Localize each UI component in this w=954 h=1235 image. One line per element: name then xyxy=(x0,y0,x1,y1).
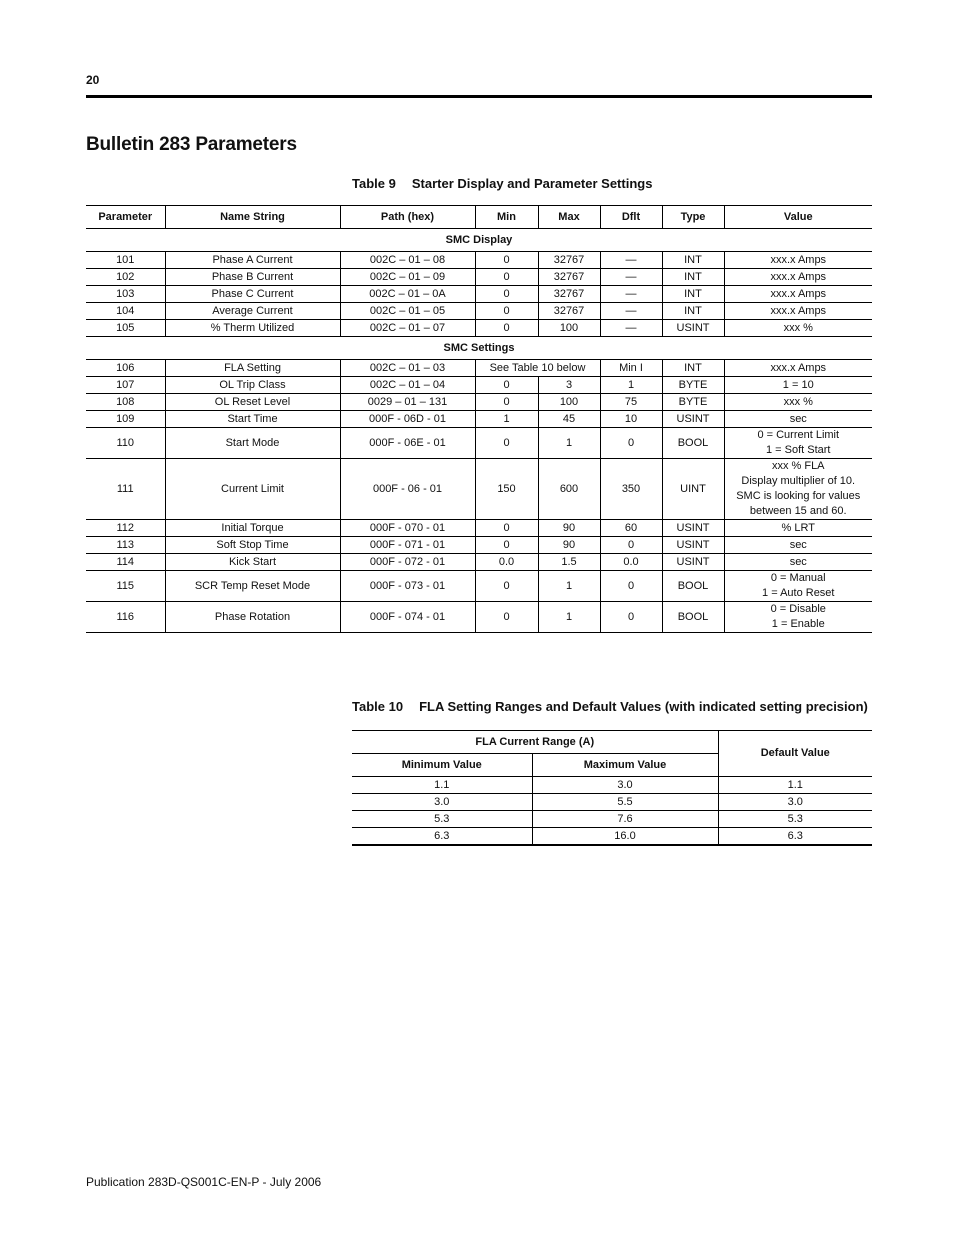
cell-parameter: 110 xyxy=(86,428,165,459)
table-row xyxy=(86,459,872,520)
table9-caption-text: Starter Display and Parameter Settings xyxy=(411,176,653,191)
cell-path: 0029 – 01 – 131 xyxy=(340,394,475,411)
cell-path: 002C – 01 – 07 xyxy=(340,320,475,337)
cell-value xyxy=(724,360,872,377)
cell-max: 90 xyxy=(538,537,600,554)
table-row xyxy=(352,811,872,828)
value-line: between 15 and 60. xyxy=(749,505,847,517)
header-parameter: Parameter xyxy=(86,206,165,229)
table-row xyxy=(86,377,872,394)
cell-name-string: Average Current xyxy=(165,303,340,320)
cell-name-string: Initial Torque xyxy=(165,520,340,537)
cell-parameter: 101 xyxy=(86,252,165,269)
table-row xyxy=(86,360,872,377)
cell-parameter: 105 xyxy=(86,320,165,337)
cell-dflt: 0 xyxy=(600,428,662,459)
cell-type: BOOL xyxy=(662,602,724,633)
cell-max: 1 xyxy=(538,428,600,459)
value-line: xxx.x Amps xyxy=(770,361,827,374)
cell-max: 1 xyxy=(538,571,600,602)
table-row xyxy=(86,602,872,633)
cell-min: 0 xyxy=(475,537,538,554)
header-type: Type xyxy=(662,206,724,229)
cell-type: INT xyxy=(662,269,724,286)
cell-type: INT xyxy=(662,286,724,303)
cell-parameter: 107 xyxy=(86,377,165,394)
cell-max: 32767 xyxy=(538,286,600,303)
cell-minimum-value: 3.0 xyxy=(352,794,532,811)
value-line: xxx.x Amps xyxy=(770,304,827,317)
cell-path: 000F - 06E - 01 xyxy=(340,428,475,459)
cell-dflt: 75 xyxy=(600,394,662,411)
cell-dflt: 60 xyxy=(600,520,662,537)
cell-type: USINT xyxy=(662,320,724,337)
table10-caption xyxy=(352,699,868,714)
table10-caption-text: FLA Setting Ranges and Default Values (with indicated setting precision) xyxy=(419,699,868,714)
cell-name-string: SCR Temp Reset Mode xyxy=(165,571,340,602)
cell-parameter: 109 xyxy=(86,411,165,428)
cell-default-value: 1.1 xyxy=(718,777,872,794)
section-row xyxy=(86,229,872,252)
cell-dflt: — xyxy=(600,320,662,337)
cell-min: 0 xyxy=(475,303,538,320)
cell-value xyxy=(724,571,872,602)
table9-header-row xyxy=(86,206,872,229)
cell-path: 002C – 01 – 04 xyxy=(340,377,475,394)
cell-value xyxy=(724,554,872,571)
cell-min: 0 xyxy=(475,428,538,459)
cell-max: 32767 xyxy=(538,303,600,320)
value-line: Display multiplier of 10. xyxy=(741,475,856,487)
cell-dflt: 0 xyxy=(600,602,662,633)
cell-type: USINT xyxy=(662,554,724,571)
table-row xyxy=(86,554,872,571)
cell-path: 000F - 070 - 01 xyxy=(340,520,475,537)
cell-min: 0 xyxy=(475,571,538,602)
cell-dflt: — xyxy=(600,286,662,303)
cell-name-string: Current Limit xyxy=(165,459,340,520)
header-path: Path (hex) xyxy=(340,206,475,229)
value-line: 1 = Soft Start xyxy=(765,444,831,456)
value-line: 1 = Enable xyxy=(771,618,825,630)
table-row xyxy=(86,537,872,554)
value-line: 0 = Manual xyxy=(770,572,826,584)
cell-type: USINT xyxy=(662,411,724,428)
cell-min: 0 xyxy=(475,320,538,337)
cell-dflt: 350 xyxy=(600,459,662,520)
value-line: sec xyxy=(789,412,807,425)
cell-name-string: Phase Rotation xyxy=(165,602,340,633)
fla-ranges-table xyxy=(352,730,872,846)
cell-value xyxy=(724,520,872,537)
table-row xyxy=(86,269,872,286)
cell-min: 0 xyxy=(475,252,538,269)
value-line: xxx % FLA xyxy=(771,460,825,472)
cell-name-string: % Therm Utilized xyxy=(165,320,340,337)
cell-value xyxy=(724,428,872,459)
cell-maximum-value: 7.6 xyxy=(532,811,718,828)
cell-path: 000F - 073 - 01 xyxy=(340,571,475,602)
table9-caption xyxy=(352,176,652,191)
cell-name-string: Soft Stop Time xyxy=(165,537,340,554)
cell-type: INT xyxy=(662,360,724,377)
cell-value xyxy=(724,303,872,320)
cell-type: BYTE xyxy=(662,377,724,394)
cell-dflt: 1 xyxy=(600,377,662,394)
cell-path: 000F - 06 - 01 xyxy=(340,459,475,520)
cell-value xyxy=(724,394,872,411)
cell-dflt: Min I xyxy=(600,360,662,377)
section-row xyxy=(86,337,872,360)
table-row xyxy=(352,828,872,846)
table10-caption-number: Table 10 xyxy=(352,699,404,714)
cell-parameter: 114 xyxy=(86,554,165,571)
cell-value xyxy=(724,537,872,554)
cell-parameter: 103 xyxy=(86,286,165,303)
cell-dflt: 10 xyxy=(600,411,662,428)
cell-min-max: See Table 10 below xyxy=(475,360,600,377)
cell-default-value: 5.3 xyxy=(718,811,872,828)
table-row xyxy=(86,520,872,537)
cell-type: BYTE xyxy=(662,394,724,411)
cell-parameter: 112 xyxy=(86,520,165,537)
cell-parameter: 106 xyxy=(86,360,165,377)
value-line: xxx.x Amps xyxy=(770,270,827,283)
cell-parameter: 116 xyxy=(86,602,165,633)
cell-min: 0 xyxy=(475,269,538,286)
cell-value xyxy=(724,252,872,269)
header-value: Value xyxy=(724,206,872,229)
cell-max: 90 xyxy=(538,520,600,537)
cell-path: 000F - 06D - 01 xyxy=(340,411,475,428)
cell-type: BOOL xyxy=(662,428,724,459)
cell-parameter: 104 xyxy=(86,303,165,320)
cell-type: INT xyxy=(662,252,724,269)
cell-minimum-value: 6.3 xyxy=(352,828,532,846)
cell-default-value: 3.0 xyxy=(718,794,872,811)
value-line: 0 = Disable xyxy=(770,603,826,615)
cell-max: 100 xyxy=(538,320,600,337)
table9-caption-number: Table 9 xyxy=(352,176,396,191)
value-line: xxx.x Amps xyxy=(770,253,827,266)
value-line: xxx % xyxy=(783,395,813,408)
cell-parameter: 111 xyxy=(86,459,165,520)
table-row xyxy=(86,411,872,428)
table-row xyxy=(86,394,872,411)
table-row xyxy=(86,286,872,303)
publication-footer: Publication 283D-QS001C-EN-P - July 2006 xyxy=(86,1175,322,1189)
parameter-settings-table xyxy=(86,205,872,633)
table9-body xyxy=(86,229,872,633)
cell-min: 0 xyxy=(475,377,538,394)
cell-max: 1.5 xyxy=(538,554,600,571)
cell-type: UINT xyxy=(662,459,724,520)
cell-name-string: Phase A Current xyxy=(165,252,340,269)
cell-max: 32767 xyxy=(538,252,600,269)
cell-dflt: 0 xyxy=(600,537,662,554)
table10-header-row-1 xyxy=(352,731,872,754)
cell-name-string: Phase C Current xyxy=(165,286,340,303)
cell-path: 002C – 01 – 0A xyxy=(340,286,475,303)
cell-value xyxy=(724,459,872,520)
table-row xyxy=(352,794,872,811)
cell-min: 0.0 xyxy=(475,554,538,571)
cell-parameter: 113 xyxy=(86,537,165,554)
cell-name-string: Start Time xyxy=(165,411,340,428)
value-line: 1 = 10 xyxy=(782,378,814,391)
cell-max: 100 xyxy=(538,394,600,411)
header-maximum-value: Maximum Value xyxy=(532,754,718,777)
table10-body xyxy=(352,777,872,846)
cell-parameter: 115 xyxy=(86,571,165,602)
header-default-value: Default Value xyxy=(718,731,872,777)
cell-type: INT xyxy=(662,303,724,320)
header-dflt: Dflt xyxy=(600,206,662,229)
cell-path: 002C – 01 – 08 xyxy=(340,252,475,269)
cell-value xyxy=(724,377,872,394)
value-line: % LRT xyxy=(781,521,815,534)
section-title-cell: SMC Display xyxy=(86,229,872,252)
cell-path: 002C – 01 – 03 xyxy=(340,360,475,377)
value-line: xxx % xyxy=(783,321,813,334)
cell-type: USINT xyxy=(662,537,724,554)
cell-name-string: FLA Setting xyxy=(165,360,340,377)
cell-dflt: — xyxy=(600,252,662,269)
cell-minimum-value: 1.1 xyxy=(352,777,532,794)
value-line: SMC is looking for values xyxy=(736,490,861,502)
header-fla-range: FLA Current Range (A) xyxy=(352,731,718,754)
cell-parameter: 102 xyxy=(86,269,165,286)
cell-value xyxy=(724,320,872,337)
cell-parameter: 108 xyxy=(86,394,165,411)
value-line: 1 = Auto Reset xyxy=(762,587,835,599)
cell-name-string: Phase B Current xyxy=(165,269,340,286)
cell-dflt: — xyxy=(600,269,662,286)
page-number: 20 xyxy=(86,73,100,87)
cell-maximum-value: 5.5 xyxy=(532,794,718,811)
cell-min: 0 xyxy=(475,286,538,303)
table-row xyxy=(86,428,872,459)
cell-max: 3 xyxy=(538,377,600,394)
cell-value xyxy=(724,286,872,303)
cell-max: 1 xyxy=(538,602,600,633)
cell-minimum-value: 5.3 xyxy=(352,811,532,828)
cell-default-value: 6.3 xyxy=(718,828,872,846)
cell-max: 45 xyxy=(538,411,600,428)
table-row xyxy=(86,303,872,320)
cell-type: USINT xyxy=(662,520,724,537)
cell-min: 1 xyxy=(475,411,538,428)
cell-path: 002C – 01 – 05 xyxy=(340,303,475,320)
header-minimum-value: Minimum Value xyxy=(352,754,532,777)
table-row xyxy=(352,777,872,794)
cell-value xyxy=(724,602,872,633)
cell-value xyxy=(724,269,872,286)
cell-path: 000F - 072 - 01 xyxy=(340,554,475,571)
cell-type: BOOL xyxy=(662,571,724,602)
table-row xyxy=(86,571,872,602)
cell-value xyxy=(724,411,872,428)
section-title: Bulletin 283 Parameters xyxy=(86,134,297,155)
cell-dflt: 0.0 xyxy=(600,554,662,571)
cell-path: 000F - 074 - 01 xyxy=(340,602,475,633)
cell-path: 002C – 01 – 09 xyxy=(340,269,475,286)
cell-maximum-value: 16.0 xyxy=(532,828,718,846)
cell-min: 0 xyxy=(475,520,538,537)
table-row xyxy=(86,252,872,269)
cell-name-string: OL Trip Class xyxy=(165,377,340,394)
header-rule xyxy=(86,95,872,98)
header-max: Max xyxy=(538,206,600,229)
value-line: 0 = Current Limit xyxy=(757,429,840,441)
header-min: Min xyxy=(475,206,538,229)
cell-name-string: Start Mode xyxy=(165,428,340,459)
cell-min: 0 xyxy=(475,602,538,633)
table-row xyxy=(86,320,872,337)
cell-path: 000F - 071 - 01 xyxy=(340,537,475,554)
cell-dflt: 0 xyxy=(600,571,662,602)
cell-min: 0 xyxy=(475,394,538,411)
cell-name-string: OL Reset Level xyxy=(165,394,340,411)
cell-max: 32767 xyxy=(538,269,600,286)
cell-name-string: Kick Start xyxy=(165,554,340,571)
cell-maximum-value: 3.0 xyxy=(532,777,718,794)
header-name-string: Name String xyxy=(165,206,340,229)
cell-dflt: — xyxy=(600,303,662,320)
cell-min: 150 xyxy=(475,459,538,520)
value-line: xxx.x Amps xyxy=(770,287,827,300)
section-title-cell: SMC Settings xyxy=(86,337,872,360)
value-line: sec xyxy=(789,538,807,551)
cell-max: 600 xyxy=(538,459,600,520)
value-line: sec xyxy=(789,555,807,568)
